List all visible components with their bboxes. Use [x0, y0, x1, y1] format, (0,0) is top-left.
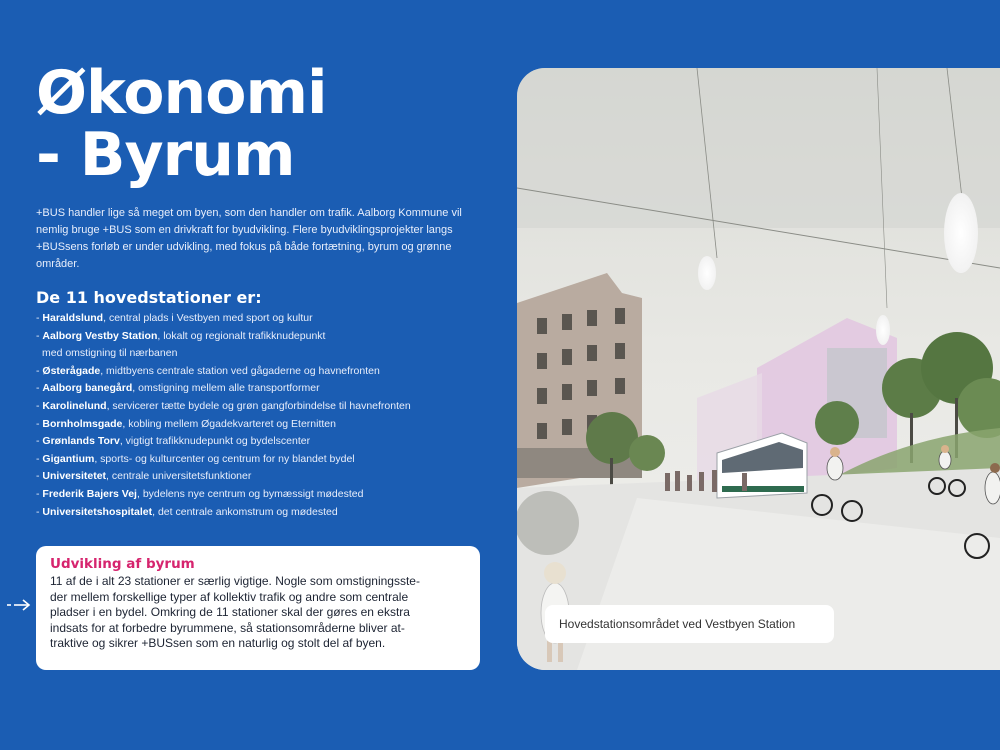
title-line-1: Økonomi [36, 58, 327, 128]
list-item: - Aalborg banegård, omstigning mellem alle transportformer [36, 382, 320, 395]
list-item: - Universitetshospitalet, det centrale ankomstrum og mødested [36, 505, 338, 518]
station-desc: med omstigning til nærbanen [42, 347, 178, 360]
station-name: Aalborg Vestby Station [42, 329, 158, 342]
list-item: - Universitetet, centrale universitetsfunktioner [36, 470, 252, 483]
info-box-line: 11 af de i alt 23 stationer er særlig vigtige. Nogle som omstigningsste- [50, 574, 420, 588]
list-item: - Haraldslund, central plads i Vestbyen med sport og kultur [36, 312, 313, 324]
intro-paragraph: +BUS handler lige så meget om byen, som den handler om trafik. Aalborg Kommune vil nemlig bruge +BUS som en drivkraft for byudvikling. Flere byudviklingsprojekter langs +BUSsens forløb er under udvikling, med fokus på både fortætning, byrum og grønne områder. [36, 207, 462, 270]
station-name: Østerågade [42, 364, 101, 377]
station-desc: , lokalt og regionalt trafikknudepunkt [157, 329, 326, 342]
stations-heading: De 11 hovedstationer er: [36, 288, 262, 307]
station-name: Frederik Bajers Vej [42, 487, 137, 500]
title-line-2: - Byrum [36, 120, 295, 190]
list-item: - Karolinelund, servicerer tætte bydele og grøn gangforbindelse til havnefronten [36, 399, 411, 412]
list-item: - Gigantium, sports- og kulturcenter og centrum for ny blandet bydel [36, 452, 355, 465]
station-desc: , bydelens nye centrum og bymæssigt mødested [136, 487, 364, 500]
station-desc: , centrale universitetsfunktioner [106, 470, 252, 483]
station-desc: , kobling mellem Øgadekvarteret og Eternitten [122, 417, 336, 430]
stations-list [36, 310, 496, 521]
info-box-line: pladser i en bydel. Omkring de 11 stationer skal der gøres en ekstra [50, 605, 410, 620]
station-desc: , vigtigt trafikknudepunkt og bydelscenter [119, 435, 311, 448]
station-name: Gigantium [42, 452, 95, 465]
list-item-continuation [36, 345, 496, 363]
photo-caption: Hovedstationsområdet ved Vestbyen Station [545, 605, 834, 643]
station-desc: , sports- og kulturcenter og centrum for ny blandet bydel [94, 452, 355, 465]
info-box-line: traktive og sikrer +BUSsen som en naturlig og stolt del af byen. [50, 636, 386, 651]
list-item: - Aalborg Vestby Station, lokalt og regionalt trafikknudepunkt [36, 329, 326, 342]
info-box-heading: Udvikling af byrum [50, 556, 195, 572]
station-name: Aalborg banegård [42, 382, 133, 395]
station-desc: , central plads i Vestbyen med sport og kultur [103, 312, 313, 324]
arrow-right-icon [4, 596, 34, 614]
station-name: Universitetet [42, 470, 107, 483]
info-box-line: der mellem forskellige typer af kollektiv trafik og andre som centrale [50, 589, 409, 604]
list-item: - Grønlands Torv, vigtigt trafikknudepunkt og bydelscenter [36, 435, 311, 448]
page-title [36, 58, 327, 190]
station-name: Grønlands Torv [42, 435, 120, 448]
station-name: Karolinelund [42, 399, 107, 412]
list-item: - Bornholmsgade, kobling mellem Øgadekvarteret og Eternitten [36, 417, 336, 430]
station-illustration [517, 68, 1000, 670]
station-desc: , det centrale ankomstrum og mødested [152, 505, 338, 518]
station-name: Haraldslund [42, 312, 104, 324]
station-desc: , omstigning mellem alle transportformer [132, 382, 320, 395]
station-name: Universitetshospitalet [42, 505, 153, 518]
list-item: - Frederik Bajers Vej, bydelens nye centrum og bymæssigt mødested [36, 487, 364, 500]
info-box-line: indsats for at forbedre byrummene, så stationsområderne bliver at- [50, 620, 405, 635]
station-desc: , midtbyens centrale station ved gågaderne og havnefronten [100, 364, 380, 377]
info-box-text [50, 574, 466, 652]
list-item: - Østerågade, midtbyens centrale station ved gågaderne og havnefronten [36, 364, 380, 377]
station-name: Bornholmsgade [42, 417, 123, 430]
info-box [36, 546, 480, 670]
station-desc: , servicerer tætte bydele og grøn gangforbindelse til havnefronten [106, 399, 411, 412]
